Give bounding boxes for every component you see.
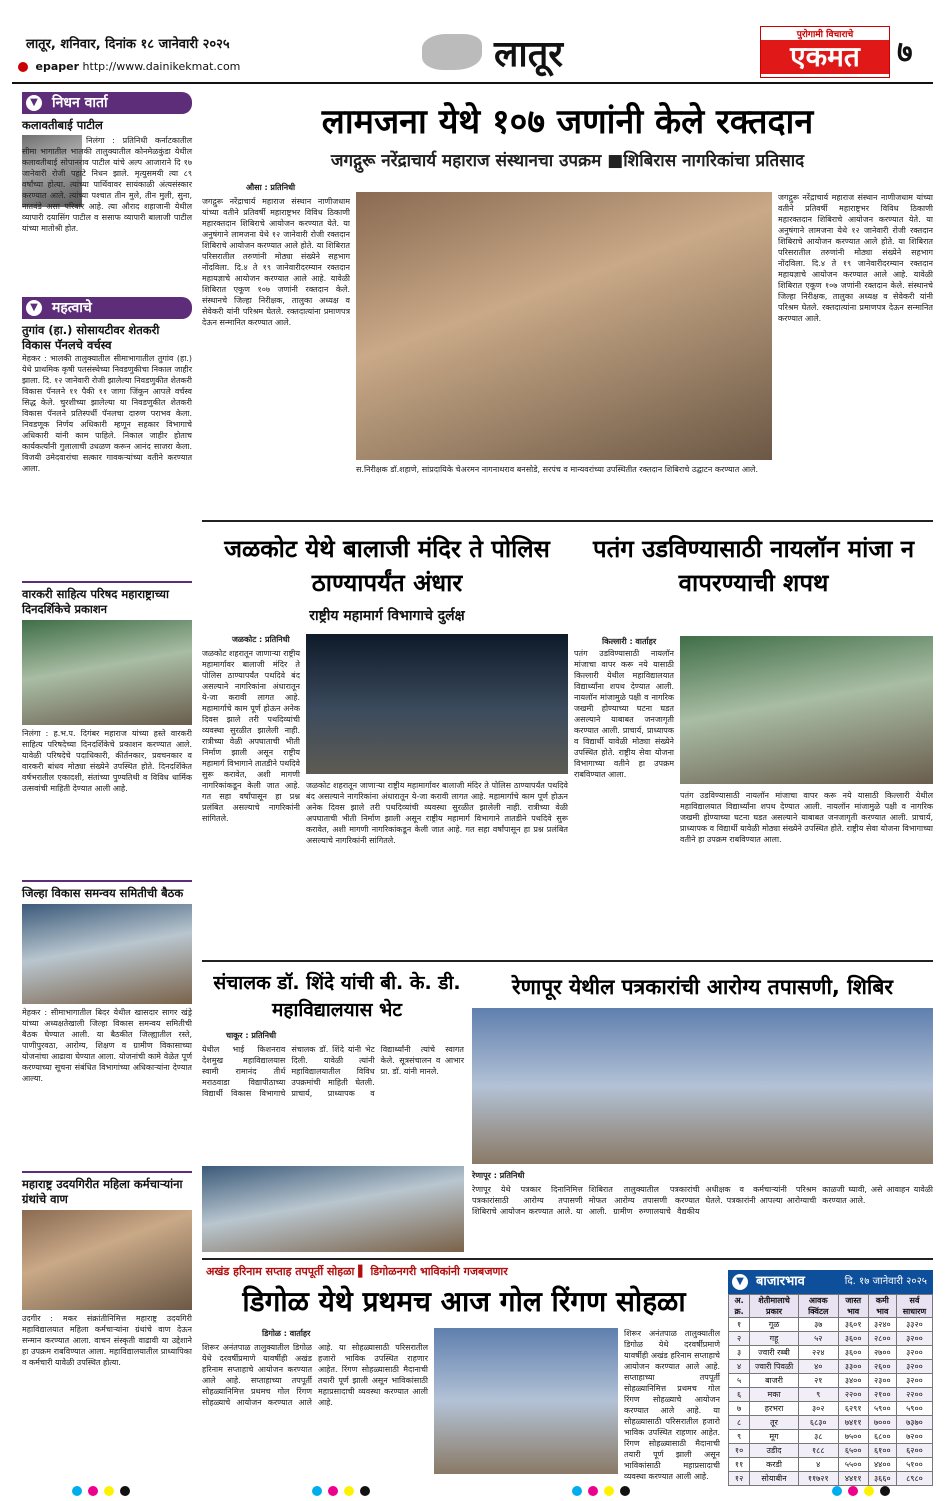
table-cell: ७४११ (838, 1416, 868, 1430)
table-cell: ६२९१ (838, 1402, 868, 1416)
table-cell: ३८ (798, 1430, 838, 1444)
column-header: शेतीमालाचे प्रकार (750, 1295, 799, 1318)
table-row (729, 1416, 933, 1430)
obituary-name: कलावतीबाई पाटील (22, 118, 103, 132)
table-cell: २२४ (798, 1346, 838, 1360)
table-cell: ७००० (868, 1416, 896, 1430)
table-cell: गहू (750, 1332, 799, 1346)
table-row (729, 1332, 933, 1346)
page-number: ७ (897, 35, 913, 70)
masthead-rule (12, 82, 933, 84)
divider (22, 880, 192, 882)
table-cell: सोयाबीन (750, 1472, 799, 1486)
table-cell: ३३०० (838, 1360, 868, 1374)
table-cell: ८९८० (896, 1472, 932, 1486)
table-cell: २१०० (868, 1388, 896, 1402)
table-cell: ३४०० (838, 1374, 868, 1388)
table-cell: मका (750, 1388, 799, 1402)
story1-subhead: जगद्गुरू नरेंद्राचार्य महाराज संस्थानचा उपक्रम ■शिबिरास नागरिकांचा प्रतिसाद (330, 151, 805, 171)
table-cell: १२ (729, 1472, 750, 1486)
epaper-icon (18, 62, 28, 72)
table-row (729, 1318, 933, 1332)
black-dot (360, 1486, 370, 1496)
table-cell: २८०० (868, 1332, 896, 1346)
table-cell: ३२०० (896, 1360, 932, 1374)
story3-headline: पतंग उडविण्यासाठी नायलॉन मांजा न वापरण्याची शपथ (592, 535, 915, 597)
table-cell: ७५०० (838, 1430, 868, 1444)
market-header (728, 1270, 933, 1294)
table-cell: ७३७० (896, 1416, 932, 1430)
story6-kicker: अखंड हरिनाम सप्ताह तपपूर्ती सोहळा ▌ डिगोळनगरी भाविकांनी गजबजणार (206, 1265, 508, 1278)
table-cell: ५९०० (896, 1402, 932, 1416)
yellow-dot (604, 1486, 614, 1496)
section-mahatvache (22, 297, 192, 319)
logo-name: एकमत (761, 40, 889, 74)
table-cell: ३२०० (896, 1332, 932, 1346)
table-cell: ३६६० (868, 1472, 896, 1486)
table-cell: तूर (750, 1416, 799, 1430)
table-row (729, 1402, 933, 1416)
table-cell: २७०० (868, 1346, 896, 1360)
table-row (729, 1388, 933, 1402)
blood-donation-photo (356, 192, 772, 460)
table-cell: ४४११ (838, 1472, 868, 1486)
cyan-dot (72, 1486, 82, 1496)
story2-text-cont: जळकोट शहरातून जाणाऱ्या राष्ट्रीय महामार्गावर बालाजी मंदिर ते पोलिस ठाण्यापर्यंत पथदिवे बंद असल्याने नागरिकांना अंधारातून ये-जा करावी लागत आहे. महामार्गाचे काम पूर्ण होऊन अनेक दिवस झाले तरी पथदिव्यांची व्यवस्था सुरळीत झालेली नाही. रात्रीच्या वेळी अपघाताची भीती निर्माण झाली असून राष्ट्रीय महामार्ग विभागाने तातडीने पथदिवे सुरू करावेत, अशी मागणी नागरिकांकडून केली जात आहे. गत सहा वर्षांपासून हा प्रश्न प्रलंबित असल्याचे नागरिकांनी सांगितले. (306, 781, 568, 845)
table-cell: ५५०० (838, 1458, 868, 1472)
market-table (728, 1294, 933, 1486)
table-cell: ३३२० (896, 1318, 932, 1332)
story5-text: रेणापूर येथे पत्रकार दिनानिमित्त पत्रकारांसाठी आरोग्य तपासणी शिबिराचे आयोजन करण्यात आले. या शिबिरात तालुक्यातील पत्रकारांची मोफत आरोग्य तपासणी करण्यात आली. ग्रामीण रुग्णालयाचे वैद्यकीय अधीक्षक व कर्मचाऱ्यांनी परिश्रम घेतले. पत्रकारांनी आपल्या आरोग्याची काळजी घ्यावी, असे आवाहन यावेळी करण्यात आले. (472, 1185, 933, 1216)
market-date: दि. १७ जानेवारी २०२५ (844, 1276, 927, 1287)
table-cell: ३२०० (896, 1346, 932, 1360)
table-cell: ३७ (798, 1318, 838, 1332)
table-cell: मूग (750, 1430, 799, 1444)
brief-text: मेहकर : भालकी तालुक्यातील सीमाभागातील तुगांव (हा.) येथे प्राथमिक कृषी पतसंस्थेच्या निवडणुकीचा निकाल जाहीर झाला. दि. १२ जानेवारी रोजी झालेल्या निवडणुकीत शेतकरी विकास पॅनलने ११ पैकी ११ जागा जिंकून आपले वर्चस्व सिद्ध केले. चुरशीच्या झालेल्या या निवडणुकीत शेतकरी विकास पॅनलने प्रतिस्पर्धी पॅनलचा दारुण पराभव केला. निवडणूक निर्णय अधिकारी म्हणून सहकार विभागाचे अधिकारी यांनी काम पाहिले. निकाल जाहीर होताच कार्यकर्त्यांनी गुलालाची उधळण करून आनंद साजरा केला. विजयी उमेदवारांचा सत्कार गावकऱ्यांच्या वतीने करण्यात आला. (22, 354, 193, 473)
story4-byline: चाकूर : प्रतिनिधी (226, 1031, 277, 1040)
chevron-down-icon: ▼ (26, 300, 42, 316)
story2-subhead: राष्ट्रीय महामार्ग विभागाचे दुर्लक्ष (309, 608, 465, 624)
table-row (729, 1472, 933, 1486)
print-color-bar (12, 1486, 933, 1496)
masthead (12, 8, 933, 90)
yellow-dot (104, 1486, 114, 1496)
table-cell: गूळ (750, 1318, 799, 1332)
story3-text-cont: पतंग उडविण्यासाठी नायलॉन मांजाचा वापर करू नये यासाठी किल्लारी येथील महाविद्यालयात विद्यार्थ्यांना शपथ देण्यात आली. नायलॉन मांजामुळे पक्षी व नागरिक जखमी होण्याच्या घटना घडत असल्याने याबाबत जनजागृती करण्यात आली. प्राचार्य, प्राध्यापक व विद्यार्थी यावेळी मोठ्या संख्येने उपस्थित होते. राष्ट्रीय सेवा योजना विभागाच्या वतीने हा उपक्रम राबविण्यात आला. (680, 791, 933, 844)
table-cell: ६५०० (838, 1444, 868, 1458)
table-cell: ९ (729, 1430, 750, 1444)
story1-text: जगद्गुरू नरेंद्राचार्य महाराज संस्थान नाणीजधाम यांच्या वतीने प्रतिवर्षी महाराष्ट्रभर विविध ठिकाणी महारक्तदान शिबिराचे आयोजन करण्यात येते. या अनुषंगाने लामजना येथे १२ जानेवारी रोजी रक्तदान शिबिराचे आयोजन करण्यात आले होते. या शिबिरात परिसरातील तरुणांनी मोठ्या संख्येने सहभाग नोंदविला. दि.४ ते १९ जानेवारीदरम्यान रक्तदान महायज्ञाचे आयोजन करण्यात आले आहे. यावेळी शिबिरात एकूण १०७ जणांनी रक्तदान केले. संस्थानचे जिल्हा निरीक्षक, तालुका अध्यक्ष व सेवेकरी यांनी परिश्रम घेतले. रक्तदात्यांना प्रमाणपत्र देऊन सन्मानित करण्यात आले. (202, 197, 350, 327)
dateline: लातूर, शनिवार, दिनांक १८ जानेवारी २०२५ (26, 37, 230, 52)
story6-text-cont: शिरूर अनंतपाळ तालुक्यातील डिगोळ येथे दरवर्षीप्रमाणे यावर्षीही अखंड हरिनाम सप्ताहाचे आयोजन करण्यात आले आहे. सप्ताहाच्या तपपूर्ती सोहळ्यानिमित्त प्रथमच गोल रिंगण सोहळ्याचे आयोजन करण्यात आले आहे. या सोहळ्यासाठी परिसरातील हजारो भाविक उपस्थित राहणार आहेत. रिंगण सोहळ्यासाठी मैदानाची तयारी पूर्ण झाली असून भाविकांसाठी महाप्रसादाची व्यवस्था करण्यात आली आहे. (624, 1329, 720, 1481)
oath-photo (680, 636, 933, 784)
table-cell: ३२४० (868, 1318, 896, 1332)
table-cell: ४४०० (868, 1458, 896, 1472)
story1-caption: स.निरीक्षक डॉ.शहाणे, सांप्रदायिके चेअरमन नागनाथराव बनसोडे, सरपंच व मान्यवरांच्या उपस्थितीत रक्तदान शिबिराचे उद्घाटन करण्यात आले. (356, 465, 758, 474)
black-dot (880, 1486, 890, 1496)
street-lights-photo (306, 634, 568, 774)
brief-text: उदगीर : मकर संक्रांतीनिमित्त महाराष्ट्र उदयगिरी महाविद्यालयात महिला कर्मचाऱ्यांना ग्रंथांचे वाण देऊन सन्मान करण्यात आला. वाचन संस्कृती वाढावी या उद्देशाने हा उपक्रम राबविण्यात आला. महाविद्यालयातील प्राध्यापिका व कर्मचारी यावेळी उपस्थित होत्या. (22, 1314, 192, 1367)
ringan-ground-photo (434, 1328, 618, 1474)
cyan-dot (572, 1486, 582, 1496)
table-cell: ६ (729, 1388, 750, 1402)
table-cell: ६८३० (798, 1416, 838, 1430)
meeting-photo (22, 904, 192, 1004)
table-cell: १० (729, 1444, 750, 1458)
story4-headline: संचालक डॉ. शिंदे यांची बी. के. डी. महाविद्यालयास भेट (213, 972, 461, 1021)
column-header: कमी भाव (868, 1295, 896, 1318)
table-cell: ४ (729, 1360, 750, 1374)
story-divider (202, 520, 933, 522)
district-title: लातूर (494, 33, 563, 75)
table-cell: १८८ (798, 1444, 838, 1458)
magenta-dot (328, 1486, 338, 1496)
table-cell: २ (729, 1332, 750, 1346)
black-dot (120, 1486, 130, 1496)
cyan-dot (312, 1486, 322, 1496)
table-cell: ३२०० (896, 1374, 932, 1388)
table-cell: ८ (729, 1416, 750, 1430)
column-header: जास्त भाव (838, 1295, 868, 1318)
table-cell: ६२०० (896, 1444, 932, 1458)
cyan-dot (832, 1486, 842, 1496)
brief-headline: तुगांव (हा.) सोसायटीवर शेतकरी विकास पॅनलचे वर्चस्व (22, 323, 160, 352)
yellow-dot (864, 1486, 874, 1496)
table-cell: करडी (750, 1458, 799, 1472)
yellow-dot (344, 1486, 354, 1496)
story6-byline: डिगोळ : वार्ताहर (262, 1329, 311, 1338)
story6-headline: डिगोळ येथे प्रथमच आज गोल रिंगण सोहळा (242, 1285, 686, 1318)
latur-map-icon (422, 34, 482, 70)
table-row (729, 1444, 933, 1458)
table-cell: ३०२ (798, 1402, 838, 1416)
ekmat-logo (760, 26, 890, 78)
divider (22, 581, 192, 583)
magenta-dot (88, 1486, 98, 1496)
brief-text: निलंगा : ह.भ.प. दिगंबर महाराज यांच्या हस्ते वारकरी साहित्य परिषदेच्या दिनदर्शिकेचे प्रकाशन करण्यात आले. यावेळी परिषदेचे पदाधिकारी, कीर्तनकार, प्रवचनकार व वारकरी बांधव मोठ्या संख्येने उपस्थित होते. दिनदर्शिकेत वर्षभरातील एकादशी, संतांच्या पुण्यतिथी व विविध धार्मिक उत्सवांची माहिती देण्यात आली आहे. (22, 729, 192, 793)
table-cell: ११७२१ (798, 1472, 838, 1486)
chevron-down-icon: ▼ (26, 95, 42, 111)
table-cell: ७ (729, 1402, 750, 1416)
table-cell: ३६०१ (838, 1318, 868, 1332)
market-rates (728, 1270, 933, 1486)
table-cell: २३०० (868, 1374, 896, 1388)
table-cell: ५१०० (896, 1458, 932, 1472)
table-cell: ६८०० (868, 1430, 896, 1444)
story5-byline: रेणापूर : प्रतिनिधी (472, 1171, 525, 1180)
section-title: निधन वार्ता (52, 95, 108, 111)
table-cell: ६१०० (868, 1444, 896, 1458)
brief-headline: महाराष्ट्र उदयगिरीत महिला कर्मचाऱ्यांना ग्रंथांचे वाण (22, 1177, 183, 1206)
table-cell: ३६०० (838, 1332, 868, 1346)
magenta-dot (848, 1486, 858, 1496)
table-cell: ७२०० (896, 1430, 932, 1444)
market-title: बाजारभाव (756, 1274, 805, 1289)
table-cell: बाजरी (750, 1374, 799, 1388)
newspaper-page (12, 8, 933, 1484)
table-cell: २२०० (838, 1388, 868, 1402)
story5-headline: रेणापूर येथील पत्रकारांची आरोग्य तपासणी, शिबिर (512, 975, 893, 999)
section-nidhan (22, 92, 192, 114)
divider (22, 1171, 192, 1173)
brief-text: मेहकर : सीमाभागातील बिदर येथील खासदार सागर खंड्रे यांच्या अध्यक्षतेखाली जिल्हा विकास समन्वय समितीची बैठक घेण्यात आली. या बैठकीत जिल्ह्यातील रस्ते, पाणीपुरवठा, आरोग्य, शिक्षण व ग्रामीण विकासाच्या योजनांचा आढावा घेण्यात आला. योजनांची कामे वेळेत पूर्ण करण्याच्या सूचना संबंधित विभागांच्या अधिकाऱ्यांना देण्यात आल्या. (22, 1008, 192, 1083)
story2-text: जळकोट शहरातून जाणाऱ्या राष्ट्रीय महामार्गावर बालाजी मंदिर ते पोलिस ठाण्यापर्यंत पथदिवे बंद असल्याने नागरिकांना अंधारातून ये-जा करावी लागत आहे. महामार्गाचे काम पूर्ण होऊन अनेक दिवस झाले तरी पथदिव्यांची व्यवस्था सुरळीत झालेली नाही. रात्रीच्या वेळी अपघाताची भीती निर्माण झाली असून राष्ट्रीय महामार्ग विभागाने तातडीने पथदिवे सुरू करावेत, अशी मागणी नागरिकांकडून केली जात आहे. गत सहा वर्षांपासून हा प्रश्न प्रलंबित असल्याचे नागरिकांनी सांगितले. (202, 649, 300, 823)
obituary-text: निलंगा : प्रतिनिधी कर्नाटकातील सीमा भागातील भालकी तालुक्यातील कोनमेळकुंडा येथील कलावतीबाई सोपानराव पाटील यांचे अल्प आजाराने दि १७ जानेवारी रोजी पहाटे निधन झाले. मृत्युसमयी त्या ८९ वर्षांच्या होत्या. त्यांच्या पार्थिवावर सायंकाळी अंत्यसंस्कार करण्यात आले. त्यांच्या पश्चात तीन मुले, तीन मुली, सुना, नातवंडे असा परिवार आहे. त्या औराद शहाजानी येथील व्यापारी दयासिंग पाटील व ससाफ व्यापारी बालाजी पाटील यांच्या मातोश्री होत. (22, 136, 192, 233)
table-cell: ज्वारी पिवळी (750, 1360, 799, 1374)
story3-text: पतंग उडविण्यासाठी नायलॉन मांजाचा वापर करू नये यासाठी किल्लारी येथील महाविद्यालयात विद्यार्थ्यांना शपथ देण्यात आली. नायलॉन मांजामुळे पक्षी व नागरिक जखमी होण्याच्या घटना घडत असल्याने याबाबत जनजागृती करण्यात आली. प्राचार्य, प्राध्यापक व विद्यार्थी यावेळी मोठ्या संख्येने उपस्थित होते. राष्ट्रीय सेवा योजना विभागाच्या वतीने हा उपक्रम राबविण्यात आला. (574, 649, 674, 779)
table-cell: उडीद (750, 1444, 799, 1458)
story1-text-cont: जगद्गुरू नरेंद्राचार्य महाराज संस्थान नाणीजधाम यांच्या वतीने प्रतिवर्षी महाराष्ट्रभर विविध ठिकाणी महारक्तदान शिबिराचे आयोजन करण्यात येते. या अनुषंगाने लामजना येथे १२ जानेवारी रोजी रक्तदान शिबिराचे आयोजन करण्यात आले होते. या शिबिरात परिसरातील तरुणांनी मोठ्या संख्येने सहभाग नोंदविला. दि.४ ते १९ जानेवारीदरम्यान रक्तदान महायज्ञाचे आयोजन करण्यात आले आहे. यावेळी शिबिरात एकूण १०७ जणांनी रक्तदान केले. संस्थानचे जिल्हा निरीक्षक, तालुका अध्यक्ष व सेवेकरी यांनी परिश्रम घेतले. रक्तदात्यांना प्रमाणपत्र देऊन सन्मानित करण्यात आले. (778, 193, 933, 323)
table-cell: २२०० (896, 1388, 932, 1402)
brief-headline: जिल्हा विकास समन्वय समितीची बैठक (22, 886, 184, 900)
table-cell: १ (729, 1318, 750, 1332)
table-cell: ३६०० (838, 1346, 868, 1360)
chevron-down-icon: ▼ (732, 1274, 748, 1290)
story4-text: येथील भाई किशनराव देशमुख महाविद्यालयास स्वामी रामानंद तीर्थ मराठवाडा विद्यापीठाच्या विद्यार्थी विकास विभागाचे संचालक डॉ. शिंदे यांनी भेट दिली. यावेळी त्यांनी महाविद्यालयातील विविध उपक्रमांची माहिती घेतली. प्राचार्य, प्राध्यापक व विद्यार्थ्यांनी त्यांचे स्वागत केले. सूत्रसंचालन व आभार प्रा. डॉ. यांनी मानले. (202, 1045, 464, 1098)
table-cell: ९ (798, 1388, 838, 1402)
site-url[interactable]: http://www.dainikekmat.com (82, 60, 241, 73)
table-cell: ११ (729, 1458, 750, 1472)
story2-byline: जळकोट : प्रतिनिधी (232, 635, 290, 644)
table-cell: ३ (729, 1346, 750, 1360)
story3-byline: किल्लारी : वार्ताहर (602, 637, 657, 646)
table-header-row (729, 1295, 933, 1318)
brief-headline: वारकरी साहित्य परिषद महाराष्ट्राच्या दिनदर्शिकेचे प्रकाशन (22, 587, 169, 616)
story-divider (202, 1258, 933, 1260)
story2-headline: जळकोट येथे बालाजी मंदिर ते पोलिस ठाण्यापर्यंत अंधार (224, 535, 550, 597)
table-row (729, 1430, 933, 1444)
epaper-line[interactable] (18, 60, 240, 73)
health-camp-photo (472, 1008, 933, 1164)
main-area (202, 92, 933, 1483)
table-cell: ज्वारी रब्बी (750, 1346, 799, 1360)
table-body (729, 1318, 933, 1486)
calendar-launch-photo (22, 620, 192, 725)
college-photo (22, 1210, 192, 1310)
story1-headline: लामजना येथे १०७ जणांनी केले रक्तदान (321, 102, 814, 142)
left-column (22, 92, 192, 1474)
table-row (729, 1346, 933, 1360)
table-cell: हरभरा (750, 1402, 799, 1416)
column-header: आवक क्विंटल (798, 1295, 838, 1318)
table-cell: ४० (798, 1360, 838, 1374)
table-cell: ४ (798, 1458, 838, 1472)
section-title: महत्वाचे (52, 300, 92, 316)
table-cell: ५२ (798, 1332, 838, 1346)
table-cell: २६०० (868, 1360, 896, 1374)
table-row (729, 1374, 933, 1388)
magenta-dot (588, 1486, 598, 1496)
black-dot (620, 1486, 630, 1496)
story-divider (202, 960, 933, 962)
table-cell: ५ (729, 1374, 750, 1388)
table-row (729, 1360, 933, 1374)
table-cell: ५९०० (868, 1402, 896, 1416)
story6-text: शिरूर अनंतपाळ तालुक्यातील डिगोळ येथे दरवर्षीप्रमाणे यावर्षीही अखंड हरिनाम सप्ताहाचे आयोजन करण्यात आले आहे. सप्ताहाच्या तपपूर्ती सोहळ्यानिमित्त प्रथमच गोल रिंगण सोहळ्याचे आयोजन करण्यात आले आहे. या सोहळ्यासाठी परिसरातील हजारो भाविक उपस्थित राहणार आहेत. रिंगण सोहळ्यासाठी मैदानाची तयारी पूर्ण झाली असून भाविकांसाठी महाप्रसादाची व्यवस्था करण्यात आली आहे. (202, 1343, 428, 1407)
column-header: अ. क्र. (729, 1295, 750, 1318)
logo-tagline: पुरोगामी विचाराचे (761, 27, 889, 40)
table-row (729, 1458, 933, 1472)
table-cell: २१ (798, 1374, 838, 1388)
epaper-label: epaper (35, 60, 80, 73)
column-header: सर्व साधारण (896, 1295, 932, 1318)
college-visit-photo (202, 1166, 464, 1252)
story1-byline: औसा : प्रतिनिधी (246, 183, 296, 192)
